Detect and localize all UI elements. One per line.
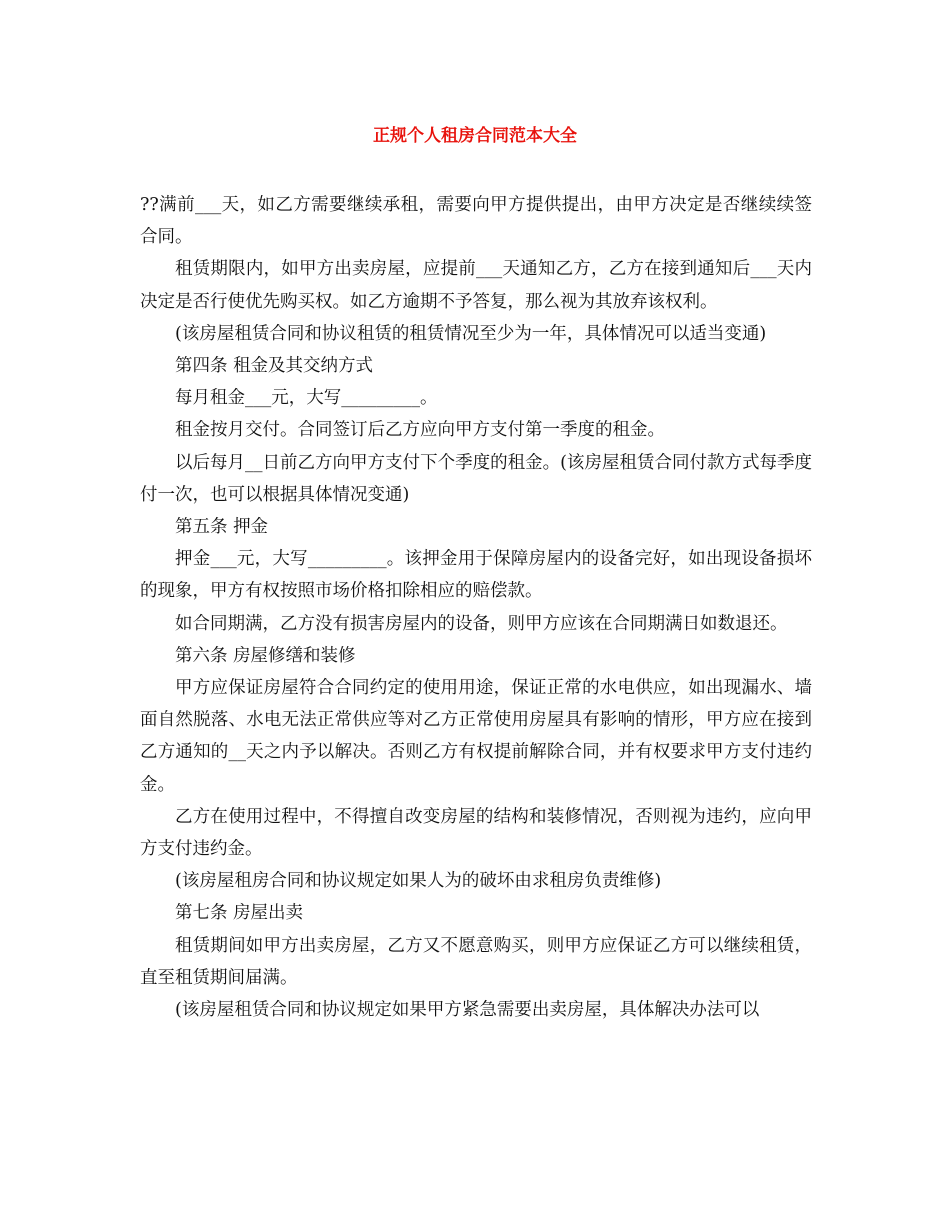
- paragraph: 甲方应保证房屋符合合同约定的使用用途，保证正常的水电供应，如出现漏水、墙面自然脱落、水电无法正常供应等对乙方正常使用房屋具有影响的情形，甲方应在接到乙方通知的__天之内予以解决。否则乙方有权提前解除合同，并有权要求甲方支付违约金。: [140, 678, 812, 795]
- paragraph: 押金___元，大写_________。该押金用于保障房屋内的设备完好，如出现设备损坏的现象，甲方有权按照市场价格扣除相应的赔偿款。: [140, 549, 812, 602]
- paragraph: 如合同期满，乙方没有损害房屋内的设备，则甲方应该在合同期满日如数退还。: [175, 613, 788, 634]
- paragraph: 以后每月__日前乙方向甲方支付下个季度的租金。(该房屋租赁合同付款方式每季度付一次，也可以根据具体情况变通): [140, 452, 812, 505]
- section-heading-article-6: 第六条 房屋修缮和装修: [175, 645, 356, 666]
- paragraph-note: (该房屋租房合同和协议规定如果人为的破坏由求租房负责维修): [175, 871, 662, 892]
- section-heading-article-7: 第七条 房屋出卖: [175, 903, 304, 924]
- section-heading-article-5: 第五条 押金: [175, 517, 269, 538]
- paragraph: 每月租金___元，大写_________。: [175, 388, 438, 409]
- paragraph: 租赁期限内，如甲方出卖房屋，应提前___天通知乙方，乙方在接到通知后___天内决定是否行使优先购买权。如乙方逾期不予答复，那么视为其放弃该权利。: [140, 259, 812, 312]
- section-heading-article-4: 第四条 租金及其交纳方式: [175, 356, 374, 377]
- paragraph-note: (该房屋租赁合同和协议租赁的租赁情况至少为一年，具体情况可以适当变通): [175, 323, 767, 344]
- document-body: [140, 189, 812, 1026]
- paragraph: 乙方在使用过程中，不得擅自改变房屋的结构和装修情况，否则视为违约，应向甲方支付违约金。: [140, 806, 812, 860]
- document-title: 正规个人租房合同范本大全: [373, 126, 577, 146]
- paragraph: ??满前___天，如乙方需要继续承租，需要向甲方提供提出，由甲方决定是否继续续签合同。: [140, 195, 812, 248]
- paragraph: 租赁期间如甲方出卖房屋，乙方又不愿意购买，则甲方应保证乙方可以继续租赁，直至租赁期间届满。: [140, 935, 812, 988]
- paragraph: 租金按月交付。合同签订后乙方应向甲方支付第一季度的租金。: [175, 420, 665, 441]
- paragraph-note: (该房屋租赁合同和协议规定如果甲方紧急需要出卖房屋，具体解决办法可以: [175, 1000, 760, 1021]
